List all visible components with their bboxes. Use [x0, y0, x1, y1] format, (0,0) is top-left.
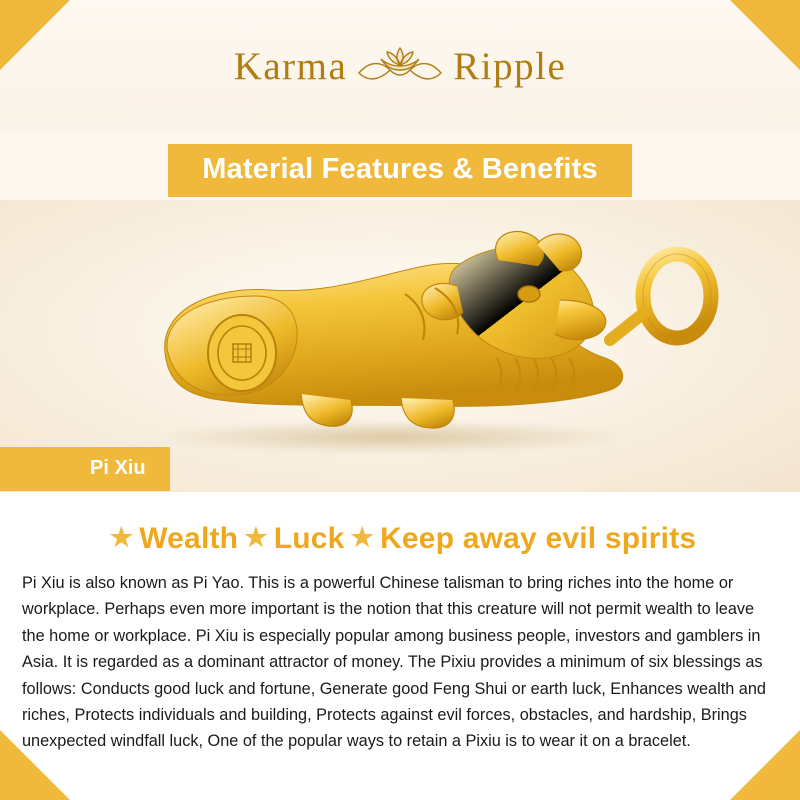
title-bar — [0, 140, 800, 200]
corner-decoration-bottom-right — [730, 730, 800, 800]
corner-decoration-top-left — [0, 0, 70, 70]
brand-header — [0, 0, 800, 132]
star-icon: ★ — [244, 522, 268, 552]
brand-word-left: Karma — [233, 44, 348, 88]
benefit-wealth: Wealth — [139, 522, 239, 555]
benefits-line — [0, 522, 800, 556]
description-panel — [0, 492, 800, 800]
golden-pixiu-pendant-icon — [105, 208, 725, 458]
corner-decoration-bottom-left — [0, 730, 70, 800]
brand-word-right: Ripple — [453, 44, 567, 88]
benefit-evil-spirits: Keep away evil spirits — [380, 522, 697, 555]
product-label: Pi Xiu — [0, 447, 170, 491]
lotus-flower-icon — [357, 39, 443, 93]
benefit-luck: Luck — [273, 522, 345, 555]
product-image-area — [0, 200, 800, 492]
star-icon: ★ — [350, 522, 375, 552]
description-text: Pi Xiu is also known as Pi Yao. This is a powerful Chinese talisman to bring riches into the home or workplace. Perhaps even more important is the notion that this creature will not permit wealth to leave the home or workplace. Pi Xiu is especially popular among business people, investors and gamblers in Asia. It is regarded as a dominant attractor of money. The Pixiu provides a minimum of six blessings as follows: Conducts good luck and fortune, Generate good Feng Shui or earth luck, Enhances wealth and riches, Protects individuals and building, Protects against evil forces, obstacles, and hardship, Brings unexpected windfall luck, One of the popular ways to retain a Pixiu is to wear it on a bracelet. — [22, 574, 766, 751]
corner-decoration-top-right — [730, 0, 800, 70]
brand-logo — [234, 39, 567, 93]
page-title: Material Features & Benefits — [168, 144, 632, 197]
star-icon: ★ — [109, 522, 134, 552]
